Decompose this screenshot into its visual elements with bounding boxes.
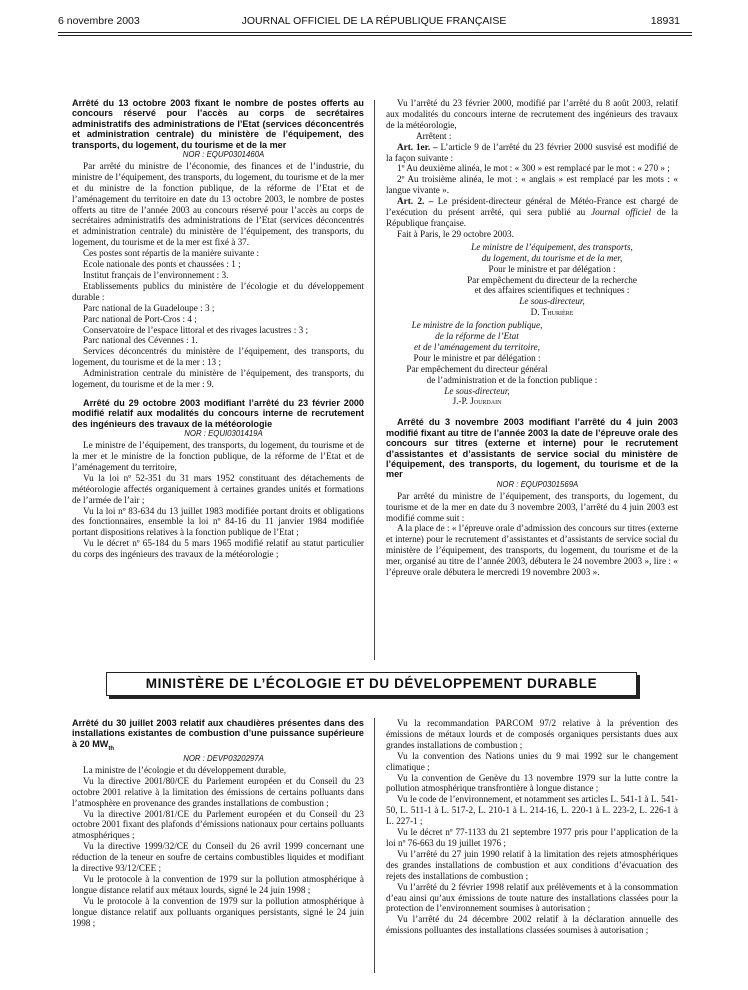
paragraph: Vu la recommandation PARCOM 97/2 relative à la prévention des émissions de métaux lourds et de composés organiques persistants dues aux grandes installations de combustion ;: [386, 718, 678, 750]
paragraph: Vu le protocole à la convention de 1979 sur la pollution atmosphérique à longue distance relatif aux polluants organiques persistants, signé le 24 juin 1998 ;: [72, 895, 364, 928]
header-date: 6 novembre 2003: [58, 15, 140, 27]
list-item: Conservatoire de l’espace littoral et des rivages lacustres : 3 ;: [83, 324, 309, 335]
ministry-banner: MINISTÈRE DE L’ÉCOLOGIE ET DU DÉVELOPPEMENT DURABLE: [106, 672, 637, 696]
header-rule: [58, 32, 692, 33]
article-title-4: Arrêté du 30 juillet 2003 relatif aux chaudières présentes dans des installations existantes de combustion d’une puissance supérieure à 20 $MW_{th}$: [72, 718, 364, 752]
paragraph: Etablissements publics du ministère de l’écologie et du développement durable :: [72, 280, 364, 302]
paragraph: Vu la loi nº 52-351 du 31 mars 1952 constituant des détachements de météorologie affectés organiquement à certaines grandes unités et formations de l’armée de l’air ;: [72, 472, 364, 505]
paragraph: Vu la directive 2001/81/CE du Parlement européen et du Conseil du 23 octobre 2001 fixant des plafonds d’émissions nationaux pour certains polluants atmosphériques ;: [72, 808, 364, 841]
article-nor-4: NOR : DEVP0320297A: [183, 754, 264, 764]
paragraph: Par arrêté du ministre de l’économie, des finances et de l’industrie, du ministre de l’équipement, des transports, du logement, du tourisme et de la mer et du ministre de la fonction publique, de la réforme de l’Etat et de l’aménagement du territoire en date du 13 octobre 2003, le nombre de postes offerts au titre de l’année 2003 au concours réservé pour l’accès au corps de secrétaires administratifs des administrations de l’Etat (services déconcentrés et administration centrale) du ministère de l’équipement, des transports, du logement, du tourisme et de la mer est fixé à 37.: [72, 160, 364, 248]
list-item: Parc national de Port-Cros : 4 ;: [83, 313, 197, 324]
article-nor-1: NOR : EQUP0301460A: [182, 150, 265, 160]
paragraph: Vu la directive 1999/32/CE du Conseil du 26 avril 1999 concernant une réduction de la teneur en soufre de certains combustibles liquides et modifiant la directive 93/12/CEE ;: [72, 841, 364, 874]
paragraph: Vu l’arrêté du 24 décembre 2002 relatif à la déclaration annuelle des émissions polluantes des installations classées soumises à autorisation ;: [386, 914, 678, 936]
paragraph: Vu le décret nº 77-1133 du 21 septembre 1977 pris pour l’application de la loi nº 76-663 du 19 juillet 1976 ;: [386, 827, 678, 848]
column-divider-bottom: [374, 718, 375, 973]
list-item: 1º Au deuxième alinéa, le mot : « 300 » est remplacé par le mot : « 270 » ;: [397, 163, 670, 174]
paragraph: Vu la convention des Nations unies du 9 mai 1992 sur le changement climatique ;: [386, 750, 678, 772]
left-column-top: [72, 98, 364, 560]
paragraph: Vu le décret nº 65-184 du 5 mars 1965 modifié relatif au statut particulier du corps des ingénieurs des travaux de la météorologie ;: [72, 538, 364, 560]
article-1: Art. 1er. – L’article 9 de l’arrêté du 23 février 2000 susvisé est modifié de la façon suivante :: [386, 141, 679, 163]
paragraph: Le ministre de l’équipement, des transports, du logement, du tourisme et de la mer et le ministre de la fonction publique, de la réforme de l’Etat et de l’aménagement du territoire,: [72, 440, 364, 472]
paragraph: Par arrêté du ministre de l’équipement, des transports, du logement, du tourisme et de la mer en date du 3 novembre 2003, l’arrêté du 4 juin 2003 est modifié comme suit :: [386, 490, 678, 523]
right-column-top: [386, 98, 678, 578]
signature-date: Fait à Paris, le 29 octobre 2003.: [397, 228, 514, 239]
paragraph: Vu le code de l’environnement, et notamment ses articles L. 541-1 à L. 541-50, L. 511-1 à L. 517-2, L. 210-1 à L. 214-16, L. 220-1 à L. 223-2, L. 226-1 à L. 227-1 ;: [386, 794, 678, 827]
column-divider-top: [374, 100, 375, 660]
article-title-2: Arrêté du 29 octobre 2003 modifiant l’arrêté du 23 février 2000 modifié relatif aux modalités du concours interne de recrutement des ingénieurs des travaux de la météorologie: [72, 397, 364, 429]
paragraph: Vu l’arrêté du 2 février 1998 relatif aux prélèvements et à la consommation d’eau ainsi qu’aux émissions de toute nature des installations classées pour la protection de l’environnement soumises à autorisation ;: [386, 881, 678, 914]
arretent: Arrêtent :: [416, 130, 452, 141]
paragraph: Administration centrale du ministère de l’équipement, des transports, du logement, du tourisme et de la mer : 9.: [72, 368, 364, 390]
page-header: [0, 15, 748, 29]
left-column-bottom: [72, 718, 364, 929]
paragraph: Services déconcentrés du ministère de l’équipement, des transports, du logement, du tourisme et de la mer : 13 ;: [72, 346, 364, 368]
list-item: Parc national des Cévennes : 1.: [83, 335, 198, 346]
paragraph: Vu la loi nº 83-634 du 13 juillet 1983 modifiée portant droits et obligations des fonctionnaires, ensemble la loi nº 84-16 du 11 janvier 1984 modifiée portant dispositions relatives à la fonction publique de l’Etat ;: [72, 505, 364, 538]
header-page-number: 18931: [650, 15, 680, 27]
signature-block-2: Le ministre de la fonction publique, de la réforme de l’Etat et de l’aménagement du territoire, Pour le ministre et par délégation : Par empêchement du directeur général de l’administration et de la fonction publique : Le sous-directeur, J.-P. Jourdain: [406, 320, 598, 407]
article-title-3: Arrêté du 3 novembre 2003 modifiant l’arrêté du 4 juin 2003 modifié fixant au titre de l’année 2003 la date de l’épreuve orale des concours sur titres (externe et interne) pour le recrutement d’assistantes et d’assistants de service social du ministère de l’équipement, des transports, du logement, du tourisme et de la mer: [386, 417, 678, 480]
paragraph: La ministre de l’écologie et du développement durable,: [83, 764, 287, 775]
article-title-1: Arrêté du 13 octobre 2003 fixant le nombre de postes offerts au concours réservé pour l’accès au corps de secrétaires administratifs des administrations de l’Etat (services déconcentrés et administration centrale) du ministère de l’équipement, des transports, du logement, du tourisme et de la mer: [72, 98, 364, 150]
paragraph: Vu la convention de Genève du 13 novembre 1979 sur la lutte contre la pollution atmosphérique transfrontière à longue distance ;: [386, 772, 678, 794]
paragraph: Vu l’arrêté du 27 juin 1990 relatif à la limitation des rejets atmosphériques des grandes installations de combustion et aux conditions d’évacuation des rejets des installations de combustion ;: [386, 848, 678, 881]
paragraph: Vu la directive 2001/80/CE du Parlement européen et du Conseil du 23 octobre 2001 relative à la limitation des émissions de certains polluants dans l’atmosphère en provenance des grandes installations de combustion ;: [72, 775, 364, 808]
list-item: 2º Au troisième alinéa, le mot : « anglais » est remplacé par les mots : « langue vivante ».: [386, 174, 678, 196]
article-nor-2: NOR : EQUI0301419A: [184, 429, 263, 439]
list-item: Ecole nationale des ponts et chaussées : 1 ;: [83, 259, 241, 270]
paragraph: Ces postes sont répartis de la manière suivante :: [83, 248, 260, 259]
signature-block-1: Le ministre de l’équipement, des transports, du logement, du tourisme et de la mer, Pour le ministre et par délégation : Par empêchement du directeur de la recherche et des affaires scientifiques et techniques : Le sous-directeur, D. Thurière: [467, 241, 637, 318]
header-rule-2: [58, 35, 692, 36]
list-item: Parc national de la Guadeloupe : 3 ;: [83, 302, 215, 313]
list-item: Institut français de l’environnement : 3.: [83, 270, 229, 280]
header-journal-title: JOURNAL OFFICIEL DE LA RÉPUBLIQUE FRANÇAISE: [241, 15, 507, 27]
paragraph: Vu l’arrêté du 23 février 2000, modifié par l’arrêté du 8 août 2003, relatif aux modalités du concours interne de recrutement des ingénieurs des travaux de la météorologie,: [386, 98, 678, 130]
paragraph: Vu le protocole à la convention de 1979 sur la pollution atmosphérique à longue distance relatif aux métaux lourds, signé le 24 juin 1998 ;: [72, 874, 364, 895]
article-nor-3: NOR : EQUP0301569A: [496, 479, 579, 489]
right-column-bottom: [386, 718, 678, 936]
article-2: Art. 2. – Le président-directeur général de Météo-France est chargé de l’exécution du présent arrêté, qui sera publié au Journal officiel de la République française.: [386, 196, 679, 228]
paragraph: A la place de : « l’épreuve orale d’admission des concours sur titres (externe et interne) pour le recrutement d’assistantes et d’assistants de service social du ministère de l’équipement, des transports, du logement, du tourisme et de la mer, organisé au titre de l’année 2003, débutera le 24 novembre 2003 », lire : « l’épreuve orale débutera le mercredi 19 novembre 2003 ».: [386, 523, 678, 578]
